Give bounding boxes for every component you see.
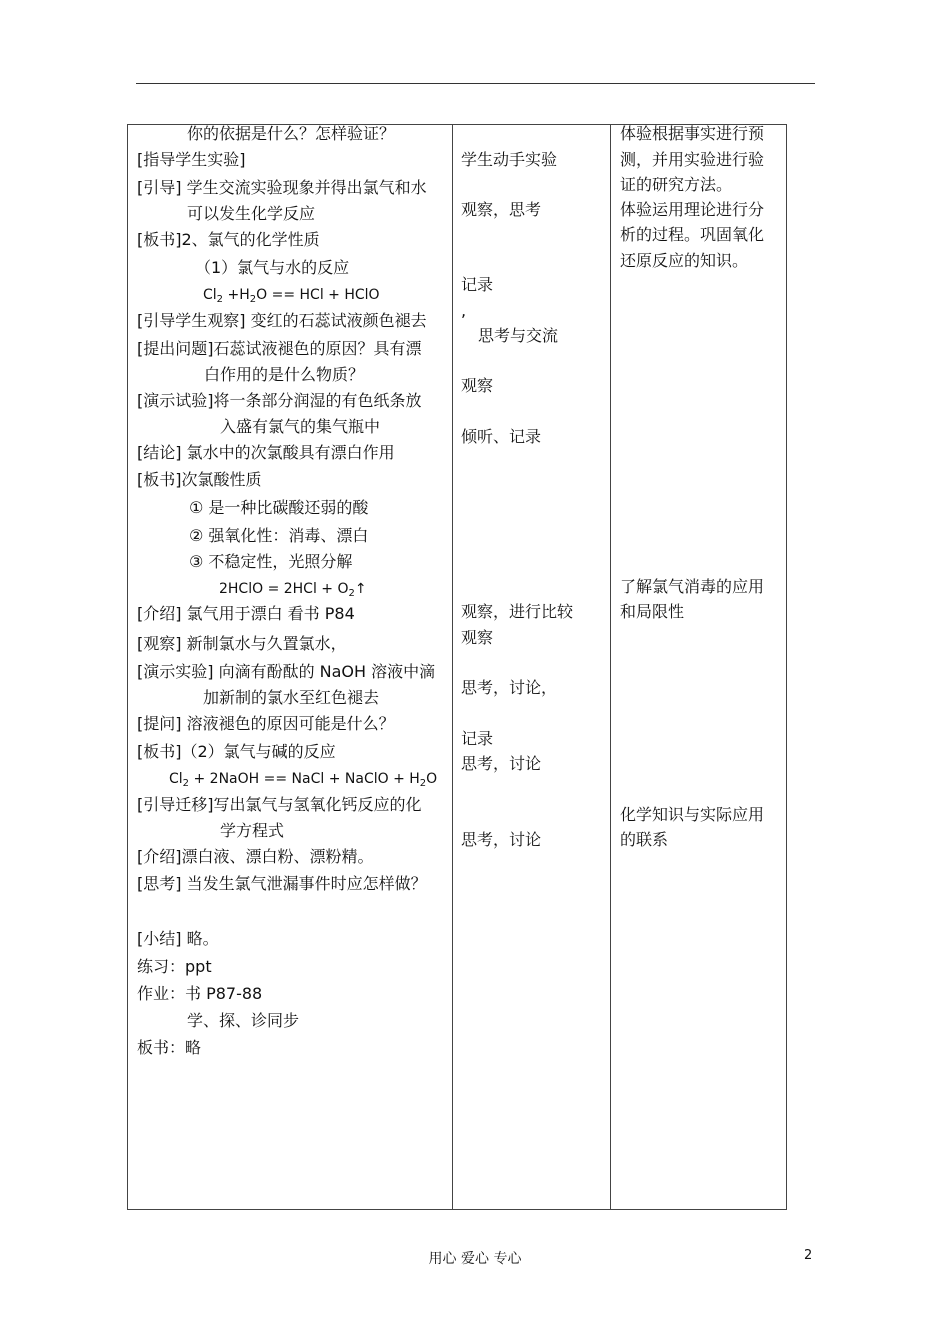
page-number: 2 (804, 1248, 813, 1263)
text-line: ① 是一种比碳酸还弱的酸 (189, 498, 369, 517)
text-line: [思考] 当发生氯气泄漏事件时应怎样做？ (137, 874, 427, 893)
text-line: 思考，讨论， (461, 678, 558, 697)
text-line: 你的依据是什么？怎样验证？ (187, 124, 396, 143)
text-line: 作业：书 P87-88 (137, 984, 263, 1003)
text-line: [演示试验]将一条部分润湿的有色纸条放 (137, 391, 422, 410)
text-line: ② 强氧化性：消毒、漂白 (189, 526, 369, 545)
text-line: [板书]2、氯气的化学性质 (137, 230, 320, 249)
text-line: 析的过程。巩固氧化 (620, 225, 765, 244)
text-line: 记录 (461, 275, 494, 294)
text-line: [介绍] 氯气用于漂白 看书 P84 (137, 604, 355, 623)
text-line: 白作用的是什么物质？ (204, 365, 365, 384)
text-line: [板书]（2）氯气与碱的反应 (137, 742, 336, 761)
text-line: 加新制的氯水至红色褪去 (203, 688, 380, 707)
text-line: 观察，进行比较 (461, 602, 574, 621)
equation-chlorine-naoh: $Cl_2$ + 2NaOH == NaCl + NaClO + $H_2O$ (169, 771, 438, 789)
text-line: 思考，讨论 (461, 754, 542, 773)
text-line: 化学知识与实际应用 (620, 805, 765, 824)
text-line: 入盛有氯气的集气瓶中 (220, 417, 381, 436)
text-line: 的联系 (620, 830, 669, 849)
text-line: 学方程式 (220, 821, 285, 840)
text-line: [引导学生观察] 变红的石蕊试液颜色褪去 (137, 311, 427, 330)
text-line: [观察] 新制氯水与久置氯水， (137, 634, 347, 653)
text-line: 观察 (461, 628, 494, 647)
text-line: 体验运用理论进行分 (620, 200, 765, 219)
text-line: , (461, 301, 467, 320)
text-line: 体验根据事实进行预 (620, 124, 765, 143)
page-footer: 用心 爱心 专心 (428, 1251, 522, 1267)
text-line: 测，并用实验进行验 (620, 150, 765, 169)
text-line: 还原反应的知识。 (620, 251, 749, 270)
text-line: 证的研究方法。 (620, 175, 733, 194)
text-line: 观察 (461, 376, 494, 395)
text-line: （1）氯气与水的反应 (195, 258, 350, 277)
header-rule (136, 83, 815, 84)
text-line: [提出问题]石蕊试液褪色的原因？具有漂 (137, 339, 422, 358)
text-line: 学生动手实验 (461, 150, 558, 169)
column-divider-1 (452, 124, 453, 1210)
text-line: ③ 不稳定性，光照分解 (189, 552, 353, 571)
text-line: 记录 (461, 729, 494, 748)
text-line: [板书]次氯酸性质 (137, 470, 262, 489)
text-line: 板书：略 (137, 1038, 202, 1057)
equation-chlorine-water: $Cl_2 +H_2O$ == HCl + HClO (203, 287, 380, 305)
text-line: 可以发生化学反应 (187, 204, 316, 223)
column-divider-2 (610, 124, 611, 1210)
text-line: 学、探、诊同步 (187, 1011, 300, 1030)
text-line: 了解氯气消毒的应用 (620, 577, 765, 596)
equation-hclo-decomposition: 2HClO = $2HCl + O_2↑$ (219, 581, 367, 599)
text-line: [演示实验] 向滴有酚酞的 NaOH 溶液中滴 (137, 662, 436, 681)
text-line: [引导] 学生交流实验现象并得出氯气和水 (137, 178, 427, 197)
text-line: [结论] 氯水中的次氯酸具有漂白作用 (137, 443, 395, 462)
text-line: [引导迁移]写出氯气与氢氧化钙反应的化 (137, 795, 422, 814)
text-line: [介绍]漂白液、漂白粉、漂粉精。 (137, 847, 374, 866)
text-line: 思考，讨论 (461, 830, 542, 849)
text-line: 观察，思考 (461, 200, 542, 219)
text-line: [小结] 略。 (137, 929, 219, 948)
text-line: [提问] 溶液褪色的原因可能是什么？ (137, 714, 395, 733)
text-line: 思考与交流 (478, 326, 559, 345)
text-line: 倾听、记录 (461, 427, 542, 446)
text-line: 和局限性 (620, 602, 685, 621)
text-line: [指导学生实验] (137, 150, 246, 169)
text-line: 练习：ppt (137, 957, 212, 976)
